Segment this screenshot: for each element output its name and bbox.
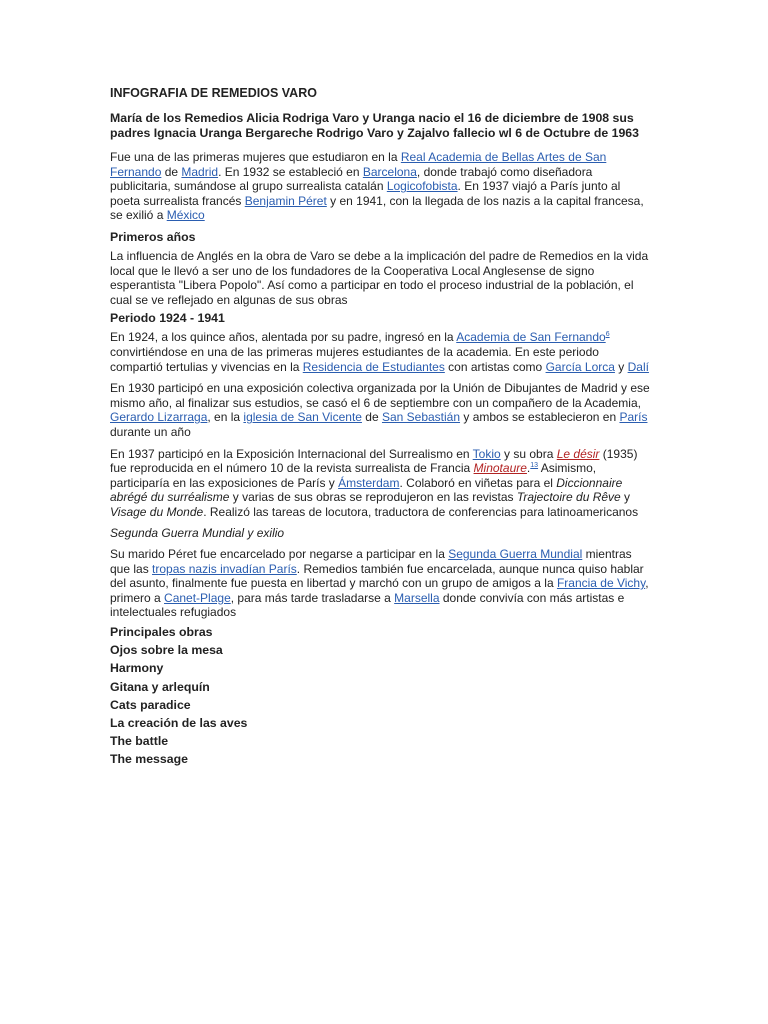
list-item: La creación de las aves	[110, 716, 248, 731]
text: y	[614, 359, 628, 374]
text: En 1937 participó en la Exposición Internacional del Surrealismo en	[110, 446, 473, 461]
text: Fue una de las primeras mujeres que estudiaron en la	[110, 150, 401, 164]
footnote-ref[interactable]	[530, 462, 538, 469]
heading-segunda-guerra: Segunda Guerra Mundial y exilio	[110, 526, 285, 541]
document-page	[110, 86, 650, 769]
text: de	[361, 410, 382, 425]
link-gerardo-lizarraga[interactable]: Gerardo Lizarraga	[110, 410, 208, 425]
paragraph-1937	[110, 447, 650, 520]
footnote-link[interactable]: 6	[605, 331, 610, 339]
link-amsterdam[interactable]: Ámsterdam	[338, 475, 400, 490]
link-residencia-estudiantes[interactable]: Residencia de Estudiantes	[302, 359, 445, 374]
text: , en la	[207, 410, 244, 425]
list-item: Harmony	[110, 661, 164, 676]
text: con artistas como	[444, 359, 546, 374]
text: .	[526, 461, 531, 476]
text: . Remedios también fue encarcelada, aunque nunca quiso hablar del asunto, finalmente fue puesta en libertad y marchó con un grupo de amigos a la	[110, 561, 644, 591]
list-item: The message	[110, 752, 188, 767]
footnote-ref[interactable]	[606, 331, 610, 338]
link-iglesia-san-vicente[interactable]: iglesia de San Vicente	[243, 410, 362, 425]
text: y	[620, 490, 631, 505]
paragraph-segunda-guerra	[110, 547, 650, 620]
text: y ambos se establecieron en	[460, 410, 620, 425]
text: mientras que las	[110, 547, 632, 576]
footnote-link[interactable]: 13	[530, 462, 539, 470]
list-item: Cats paradice	[110, 697, 191, 712]
link-segunda-guerra-mundial[interactable]: Segunda Guerra Mundial	[448, 547, 583, 562]
text: , donde trabajó como diseñadora publicitaria, sumándose al grupo surrealista catalán	[110, 164, 593, 194]
link-garcia-lorca[interactable]: García Lorca	[545, 359, 615, 374]
link-tropas-nazis[interactable]: tropas nazis invadían París	[152, 561, 297, 576]
link-mexico[interactable]: México	[166, 208, 205, 223]
link-dali[interactable]: Dalí	[627, 359, 649, 374]
link-barcelona[interactable]: Barcelona	[362, 164, 417, 179]
link-minotaure[interactable]: Minotaure	[473, 461, 527, 476]
text: Su marido Péret fue encarcelado por negarse a participar en la	[110, 547, 449, 562]
paragraph-1930	[110, 381, 650, 439]
title-trajectoire: Trajectoire du Rêve	[516, 490, 621, 505]
text: . Colaboró en viñetas para el	[399, 475, 557, 490]
paragraph-periodo-1924	[110, 330, 650, 374]
text: Asimismo, participaría en las exposiciones de París y	[110, 461, 597, 490]
intro-paragraph: María de los Remedios Alicia Rodriga Varo y Uranga nacio el 16 de diciembre de 1908 sus padres Ignacia Uranga Bergareche Rodrigo Varo y Zajalvo fallecio wl 6 de Octubre de 1963	[110, 110, 639, 140]
text: , para más tarde trasladarse a	[230, 590, 395, 605]
link-francia-vichy[interactable]: Francia de Vichy	[556, 576, 646, 591]
paragraph-overview	[110, 150, 650, 223]
text: durante un año	[110, 424, 191, 439]
paragraph-primeros-anos: La influencia de Anglés en la obra de Varo se debe a la implicación del padre de Remedios en la vida local que le llevó a ser uno de los fundadores de la Cooperativa Local Anglesense de signo esperantista "Libera Popolo". Así como a participar en todo el proceso industrial de la población, el cual se ve reflejado en algunas de sus obras	[110, 248, 649, 307]
text: , primero a	[110, 576, 649, 605]
text: donde convivía con más artistas e intelectuales refugiados	[110, 590, 625, 620]
text: y varias de sus obras se reprodujeron en las revistas	[229, 490, 517, 505]
list-item: Gitana y arlequín	[110, 679, 210, 694]
link-madrid[interactable]: Madrid	[181, 164, 219, 179]
text: En 1930 participó en una exposición colectiva organizada por la Unión de Dibujantes de Madrid y ese mismo año, al finalizar sus estudios, se casó el 6 de septiembre con un compañero de la Academia,	[110, 381, 650, 410]
text: . En 1932 se estableció en	[218, 164, 363, 179]
text: convirtiéndose en una de las primeras mujeres estudiantes de la academia. En este periodo compartió tertulias y vivencias en la	[110, 344, 599, 374]
list-item: The battle	[110, 734, 169, 749]
heading-primeros-anos: Primeros años	[110, 229, 196, 244]
text: En 1924, a los quince años, alentada por su padre, ingresó en la	[110, 330, 457, 345]
heading-periodo: Periodo 1924 - 1941	[110, 311, 225, 326]
title-visage: Visage du Monde	[110, 504, 204, 519]
link-logicofobista[interactable]: Logicofobista	[386, 179, 458, 194]
link-san-sebastian[interactable]: San Sebastián	[381, 410, 461, 425]
text: . En 1937 viajó a París junto al poeta surrealista francés	[110, 179, 621, 208]
text: y su obra	[500, 446, 557, 461]
works-list	[110, 623, 650, 769]
link-tokio[interactable]: Tokio	[472, 446, 501, 461]
link-le-desir[interactable]: Le désir	[556, 446, 600, 461]
link-real-academia[interactable]: Real Academia de Bellas Artes de San Fernando	[110, 150, 607, 179]
link-benjamin-peret[interactable]: Benjamin Péret	[244, 193, 327, 208]
text: . Realizó las tareas de locutora, traductora de conferencias para latinoamericanos	[203, 504, 639, 519]
list-item: Ojos sobre la mesa	[110, 643, 223, 658]
works-heading: Principales obras	[110, 625, 213, 640]
link-academia-san-fernando[interactable]: Academia de San Fernando	[456, 330, 606, 345]
text: de	[161, 164, 182, 179]
text: y en 1941, con la llegada de los nazis a la capital francesa, se exilió a	[110, 193, 644, 223]
text: (1935) fue reproducida en el número 10 de la revista surrealista de Francia	[110, 446, 638, 476]
page-title: INFOGRAFIA DE REMEDIOS VARO	[110, 86, 317, 100]
title-diccionnaire: Diccionnaire abrégé du surréalisme	[110, 475, 623, 505]
link-canet-plage[interactable]: Canet-Plage	[164, 590, 231, 605]
link-marsella[interactable]: Marsella	[394, 590, 440, 605]
link-paris[interactable]: París	[619, 410, 648, 425]
